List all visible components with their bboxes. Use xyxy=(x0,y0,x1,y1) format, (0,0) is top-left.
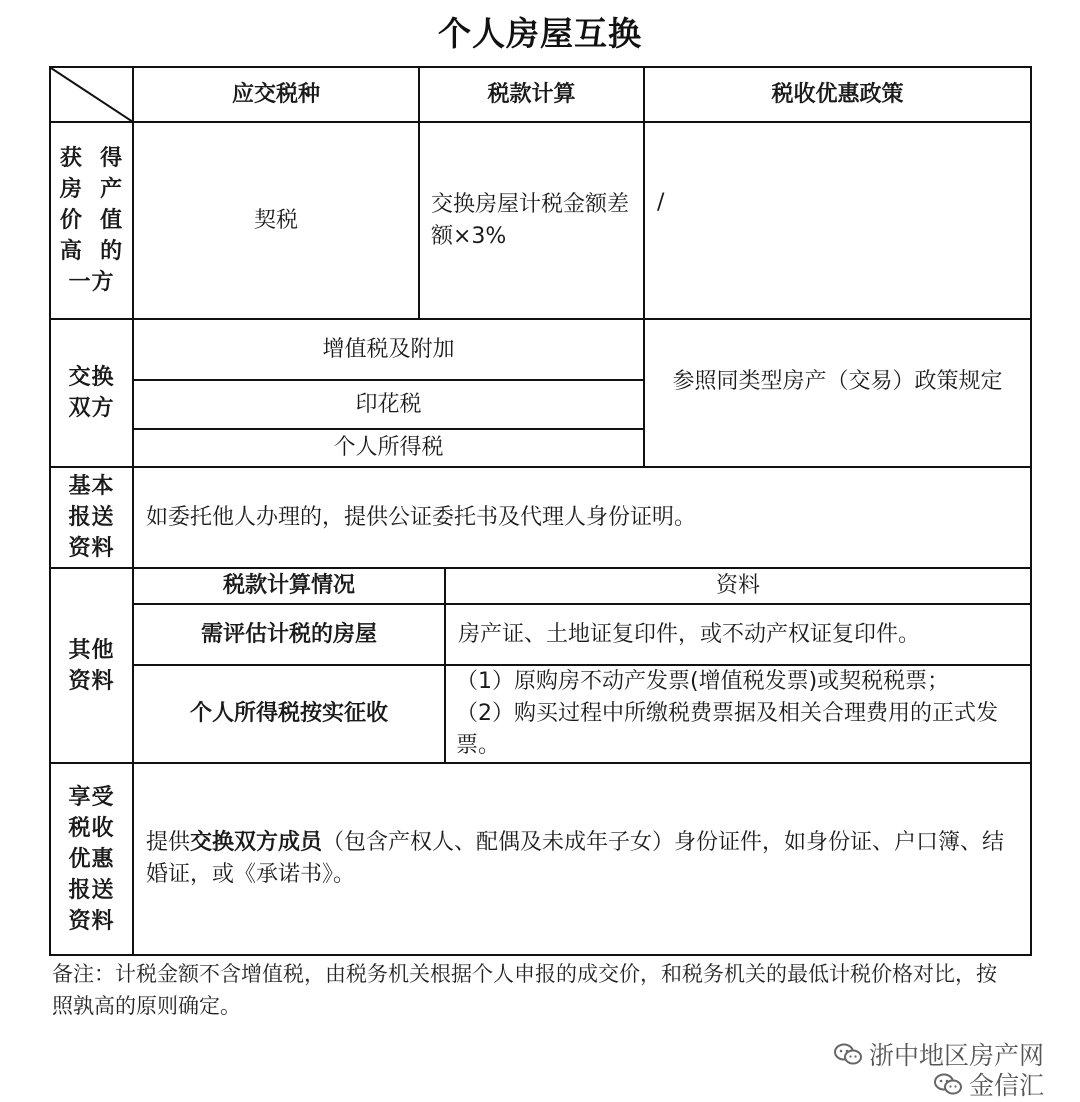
row-label-other-docs: 其他 资料 xyxy=(68,637,115,694)
wechat-icon xyxy=(933,1072,963,1096)
tax-calc-formula: 交换房屋计税金额差额×3% xyxy=(431,191,630,249)
header-materials: 资料 xyxy=(715,573,760,598)
tax-vat-surcharge: 增值税及附加 xyxy=(322,336,455,362)
tax-personal-income: 个人所得税 xyxy=(333,435,444,460)
page-title: 个人房屋互换 xyxy=(438,14,642,53)
basic-docs-text: 如委托他人办理的，提供公证委托书及代理人身份证明。 xyxy=(146,504,697,530)
situation-assessed-house: 需评估计税的房屋 xyxy=(200,621,377,647)
materials-item-1: （1）原购房不动产发票(增值税发票)或契税税票； xyxy=(456,669,950,694)
header-tax-type: 应交税种 xyxy=(231,81,320,107)
materials-item-2: （2）购买过程中所缴税费票据及相关合理费用的正式发票。 xyxy=(456,701,998,758)
row-label-high-value-party: 获 得 房 产 价 值 高 的 一方 xyxy=(59,146,124,295)
tax-stamp-duty: 印花税 xyxy=(355,391,422,417)
situation-actual-income-tax: 个人所得税按实征收 xyxy=(189,701,388,726)
preferential-docs-text xyxy=(134,764,1030,954)
tax-policy-none: / xyxy=(657,190,665,215)
preferential-text-suffix: （包含产权人、配偶及未成年子女）身份证件，如身份证、户口簿、结婚证，或《承诺书》。 xyxy=(146,830,1005,887)
watermark-name: 浙中地区房产网 xyxy=(868,1041,1044,1070)
tax-table xyxy=(49,66,1032,956)
preferential-text-prefix: 提供 xyxy=(146,830,191,855)
wechat-icon xyxy=(833,1042,863,1066)
watermark-line-2 xyxy=(933,1066,1044,1102)
materials-actual-income-tax xyxy=(446,666,1030,762)
header-tax-calc: 税款计算 xyxy=(487,81,576,107)
tax-type-deed-tax: 契税 xyxy=(253,207,298,233)
header-situation: 税款计算情况 xyxy=(222,573,355,598)
materials-assessed-house: 房产证、土地证复印件，或不动产权证复印件。 xyxy=(458,621,921,647)
watermark-subname: 金信汇 xyxy=(968,1071,1044,1100)
footnote: 备注：计税金额不含增值税，由税务机关根据个人申报的成交价，和税务机关的最低计税价格对比，按照孰高的原则确定。 xyxy=(52,962,997,1018)
diagonal-header-cell xyxy=(51,68,133,122)
row-label-preferential-docs: 享受 税收 优惠 报送 资料 xyxy=(68,784,115,934)
preferential-text-emphasis: 交换双方成员 xyxy=(190,830,323,855)
row-label-both-parties: 交换 双方 xyxy=(68,365,115,421)
row-label-basic-docs: 基本 报送 资料 xyxy=(68,474,115,561)
policy-reference: 参照同类型房产（交易）政策规定 xyxy=(672,368,1003,394)
header-tax-policy: 税收优惠政策 xyxy=(771,81,904,107)
